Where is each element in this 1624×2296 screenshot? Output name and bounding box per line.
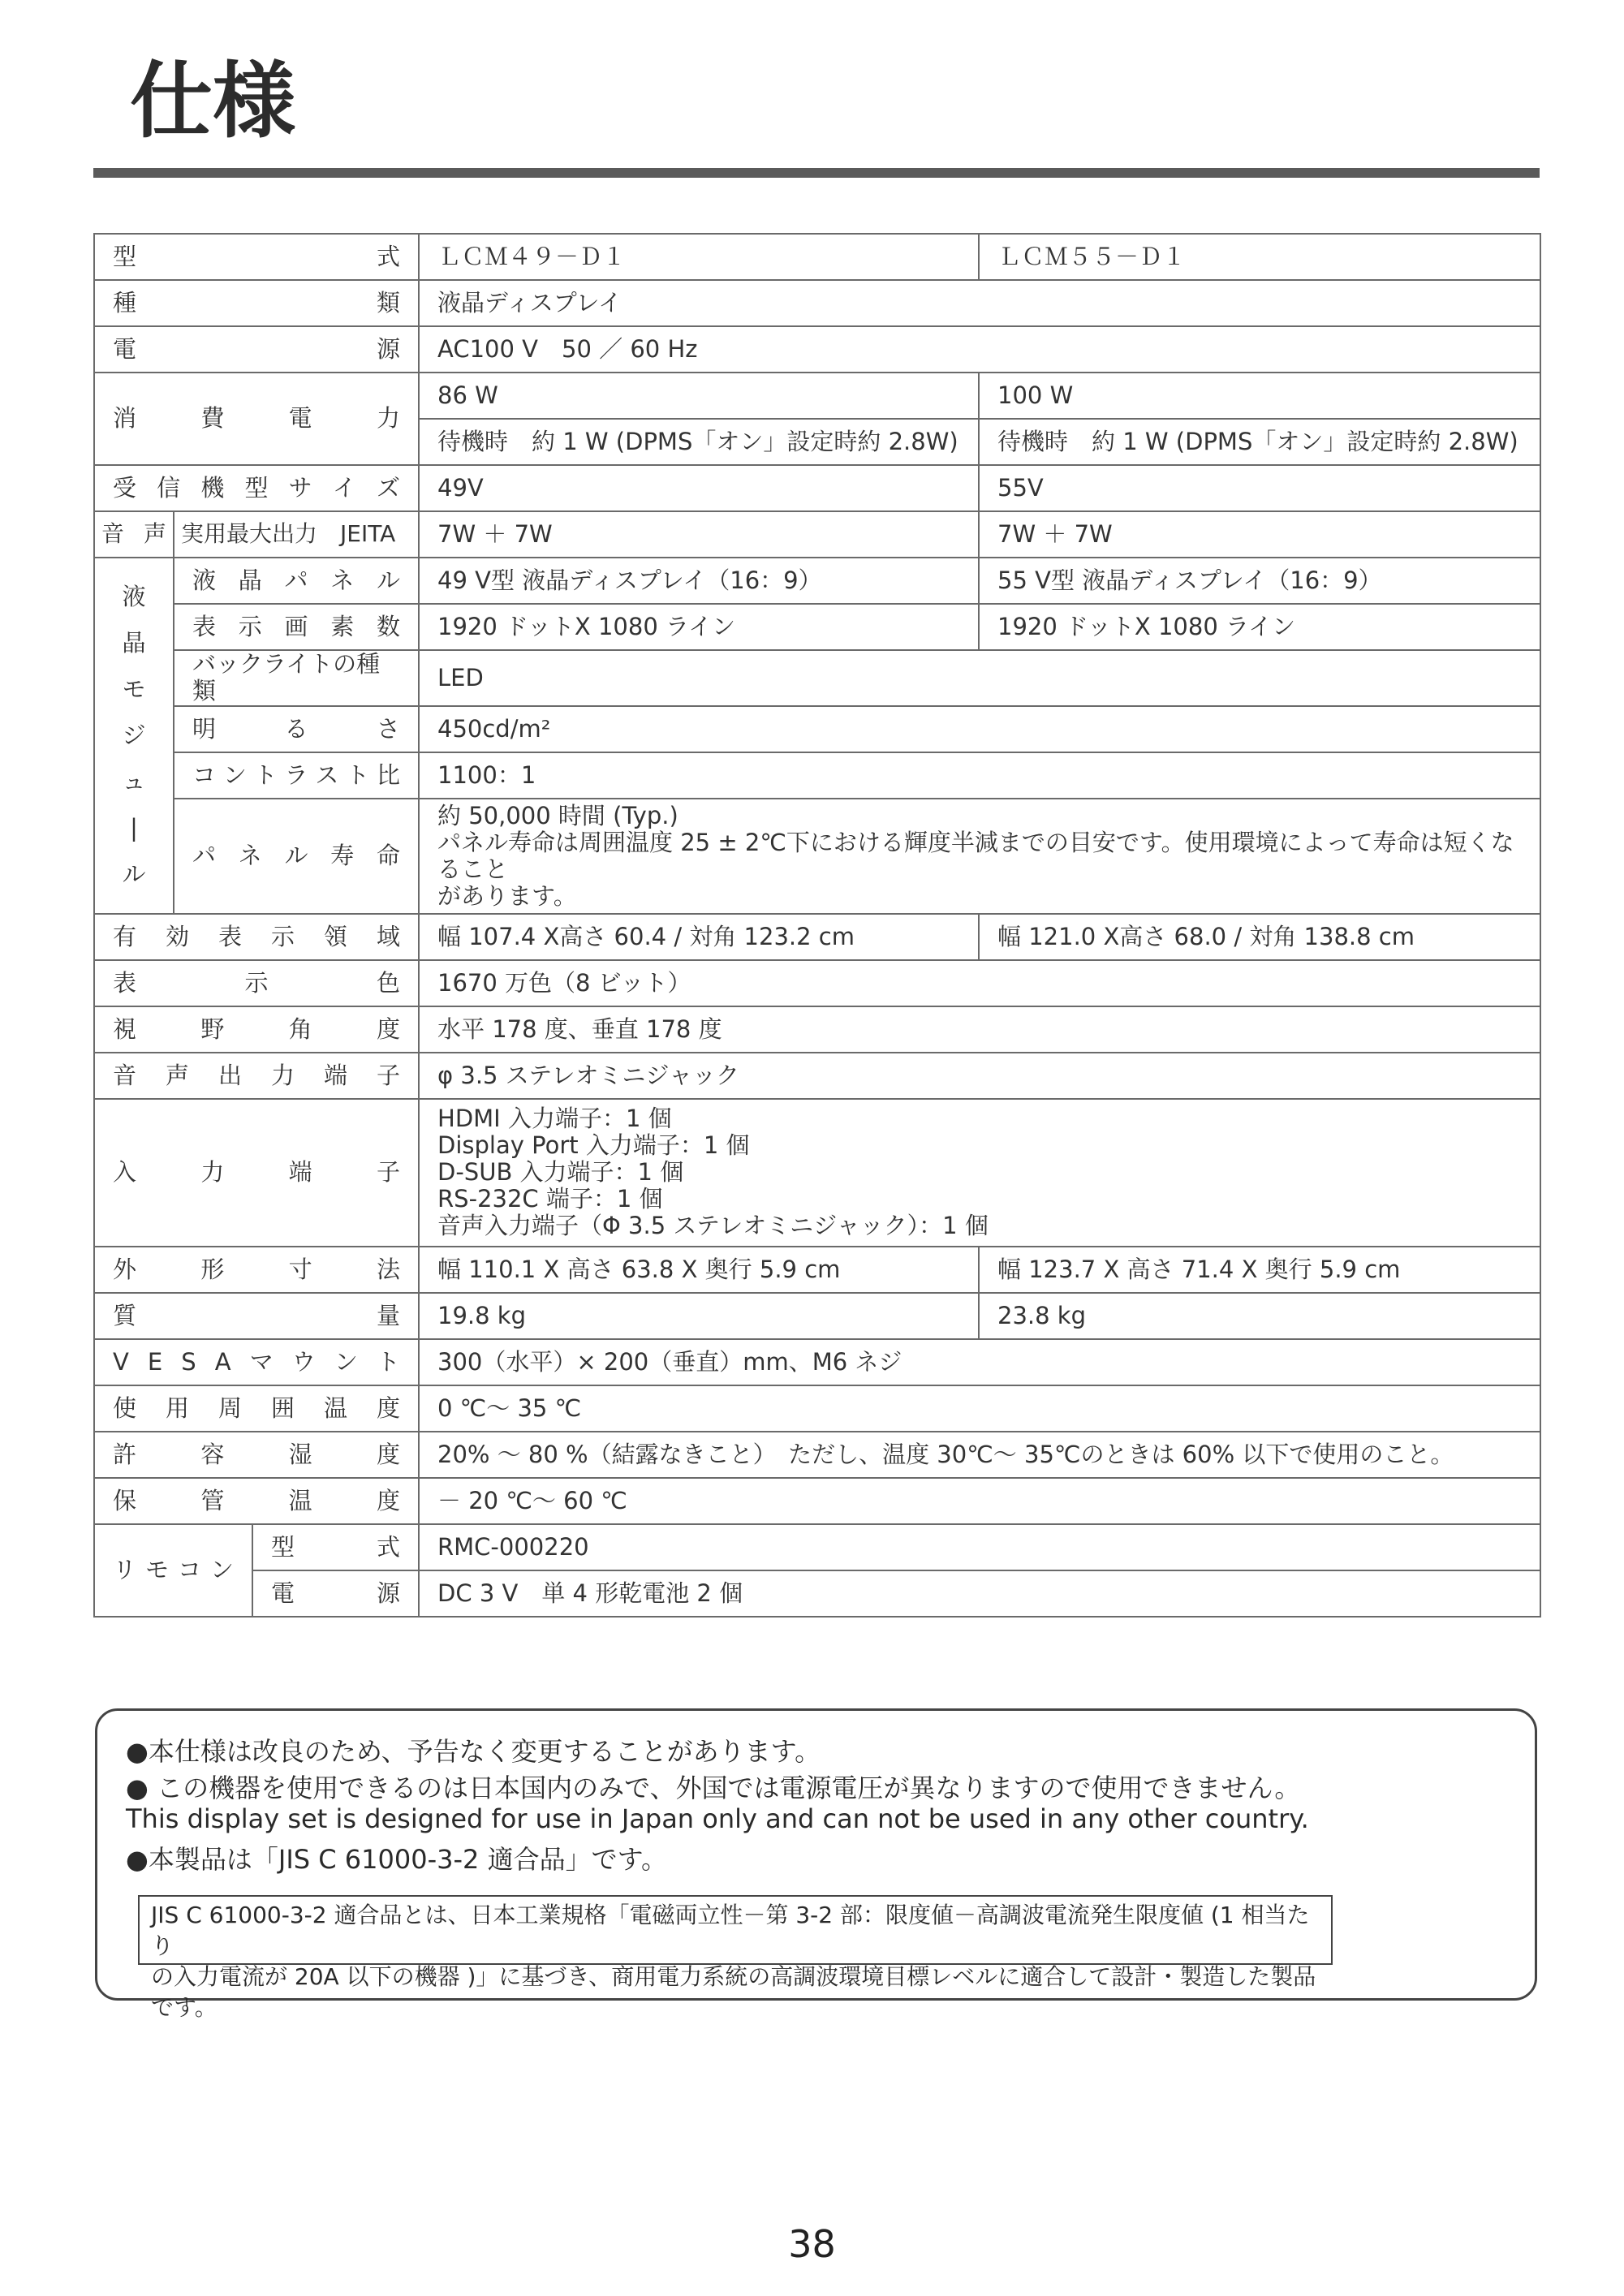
power-value: AC100 V 50 ／ 60 Hz: [419, 326, 1540, 373]
label-char: 力: [200, 1158, 225, 1187]
label-char: V: [113, 1347, 129, 1376]
label-char: リ: [113, 1556, 137, 1584]
label-char: 式: [377, 1532, 401, 1561]
label-char: 電: [271, 1579, 295, 1607]
label-text: [271, 1534, 400, 1561]
label-char: 寿: [330, 842, 355, 870]
backlight-value: LED: [419, 650, 1540, 706]
label-char: 命: [377, 842, 401, 870]
size-b: 55V: [979, 465, 1540, 511]
lifetime-line: パネル寿命は周囲温度 25 ± 2℃下における輝度半減までの目安です。使用環境によって寿命は短くなること: [437, 828, 1514, 883]
viewing-value: 水平 178 度、垂直 178 度: [419, 1006, 1540, 1053]
label-char: モ: [144, 1556, 169, 1584]
row-label-consumption: [94, 373, 419, 465]
pixels-b: 1920 ドットX 1080 ライン: [979, 604, 1540, 650]
label-char: 子: [376, 1158, 400, 1187]
row-label-model: [94, 234, 419, 280]
label-text: [192, 842, 400, 869]
label-char: 度: [377, 1394, 401, 1422]
dims-a: 幅 110.1 X 高さ 63.8 X 奥行 5.9 cm: [419, 1247, 979, 1293]
consumption-b: 100 W: [979, 373, 1540, 419]
weight-a: 19.8 kg: [419, 1293, 979, 1339]
label-char: ン: [334, 1347, 358, 1376]
label-char: 子: [377, 1061, 401, 1089]
label-char: 数: [377, 612, 401, 640]
audio-out-value: φ 3.5 ステレオミニジャック: [419, 1053, 1540, 1099]
title-rule: [93, 168, 1540, 178]
label-char: ル: [284, 842, 308, 870]
row-label-pixels: [174, 604, 419, 650]
input-list: [419, 1099, 1540, 1247]
label-char: ト: [253, 760, 278, 789]
label-char: 力: [376, 404, 400, 433]
remote-model-value: RMC-000220: [419, 1524, 1540, 1570]
label-char: さ: [377, 714, 401, 743]
label-char: 度: [376, 1014, 400, 1043]
label-char: モ: [122, 674, 146, 703]
label-char: 型: [271, 1532, 295, 1561]
storage-value: － 20 ℃～ 60 ℃: [419, 1478, 1540, 1524]
label-char: 晶: [122, 628, 146, 657]
page-title: 仕様: [130, 54, 295, 150]
label-char: パ: [192, 842, 217, 870]
label-char: 入: [113, 1158, 137, 1187]
row-label-humidity: [94, 1432, 419, 1478]
weight-b: 23.8 kg: [979, 1293, 1540, 1339]
label-char: 音: [113, 1061, 137, 1089]
label-char: 明: [192, 714, 217, 743]
label-text: [113, 1349, 400, 1376]
label-char: 液: [192, 566, 217, 594]
label-text: [192, 716, 400, 743]
row-label-audio: [94, 511, 174, 558]
label-char: 画: [284, 612, 308, 640]
label-char: 使: [113, 1394, 137, 1422]
label-char: 表: [218, 922, 243, 950]
label-char: ュ: [122, 767, 146, 795]
dims-b: 幅 123.7 X 高さ 71.4 X 奥行 5.9 cm: [979, 1247, 1540, 1293]
row-label-contrast: [174, 752, 419, 799]
label-char: 野: [200, 1014, 225, 1043]
label-char: 効: [166, 922, 190, 950]
label-char: 示: [244, 968, 269, 997]
label-char: 声: [143, 520, 166, 548]
label-char: 許: [113, 1440, 137, 1468]
label-char: 音: [101, 520, 125, 548]
label-char: A: [214, 1347, 231, 1376]
label-char: 消: [113, 404, 137, 433]
label-char: 法: [376, 1255, 400, 1283]
row-label-lcd-module: [94, 558, 174, 914]
row-label-kind: [94, 280, 419, 326]
label-char: ネ: [238, 842, 262, 870]
label-char: ズ: [376, 473, 400, 502]
row-label-vesa: [94, 1339, 419, 1385]
label-char: マ: [249, 1347, 274, 1376]
row-label-brightness: [174, 706, 419, 752]
consumption-a: 86 W: [419, 373, 979, 419]
area-a: 幅 107.4 X高さ 60.4 / 対角 123.2 cm: [419, 914, 979, 960]
panel-b: 55 V型 液晶ディスプレイ（16：9）: [979, 558, 1540, 604]
label-char: 角: [288, 1014, 312, 1043]
label-char: 端: [288, 1158, 312, 1187]
note-line: ●本製品は「JIS C 61000-3-2 適合品」です。: [126, 1844, 668, 1875]
jis-note-box: [138, 1895, 1333, 2021]
label-text: [113, 1557, 234, 1583]
row-label-power: [94, 326, 419, 373]
input-item: 音声入力端子（Φ 3.5 ステレオミニジャック）：1 個: [437, 1212, 989, 1240]
lifetime-line: があります。: [437, 881, 577, 910]
label-char: 液: [122, 582, 146, 610]
kind-value: 液晶ディスプレイ: [419, 280, 1540, 326]
label-char: 量: [377, 1301, 401, 1329]
label-char: ト: [376, 1347, 400, 1376]
audio-a: 7W ＋ 7W: [419, 511, 979, 558]
lifetime-value: [419, 799, 1540, 914]
row-label-remote-power: [252, 1570, 419, 1617]
label-text: [113, 1062, 400, 1089]
row-label-ambient: [94, 1385, 419, 1432]
label-char: パ: [284, 566, 308, 594]
label-char: 機: [200, 473, 225, 502]
label-char: ン: [209, 1556, 234, 1584]
row-label-area: [94, 914, 419, 960]
label-char: S: [181, 1347, 196, 1376]
label-char: ネ: [330, 566, 355, 594]
label-char: イ: [332, 473, 356, 502]
label-char: 度: [376, 1440, 400, 1468]
label-text: [113, 1256, 400, 1283]
label-char: 源: [377, 1579, 401, 1607]
label-char: 領: [324, 922, 348, 950]
row-label-remote: [94, 1524, 252, 1617]
label-text: [113, 1159, 400, 1186]
row-label-colors: [94, 960, 419, 1006]
label-char: ル: [377, 566, 401, 594]
label-text: [113, 1441, 400, 1468]
label-char: 域: [377, 922, 401, 950]
label-char: 示: [271, 922, 295, 950]
label-char: 比: [376, 760, 400, 789]
label-char: 表: [113, 968, 137, 997]
label-char: 式: [377, 242, 401, 270]
colors-value: 1670 万色（8 ビット）: [419, 960, 1540, 1006]
label-char: 視: [113, 1014, 137, 1043]
label-char: 色: [377, 968, 401, 997]
row-label-lifetime: [174, 799, 419, 914]
row-label-audio-out: [94, 1053, 419, 1099]
note-line: ● この機器を使用できるのは日本国内のみで、外国では電源電圧が異なりますので使用できません。: [126, 1773, 1301, 1803]
label-char: 用: [166, 1394, 190, 1422]
label-char: ト: [346, 760, 370, 789]
label-text: [192, 614, 400, 640]
label-text: [113, 1016, 400, 1043]
input-item: RS-232C 端子：1 個: [437, 1185, 663, 1213]
label-char: 温: [288, 1486, 312, 1514]
label-char: ラ: [284, 760, 308, 789]
note-line: This display set is designed for use in Japan only and can not be used in any other country.: [126, 1803, 1309, 1834]
label-text: [113, 405, 400, 432]
label-char: 質: [113, 1301, 137, 1329]
audio-b: 7W ＋ 7W: [979, 511, 1540, 558]
label-char: 有: [113, 922, 137, 950]
lifetime-line: 約 50,000 時間 (Typ.): [437, 801, 678, 829]
label-char: 類: [377, 288, 401, 317]
size-a: 49V: [419, 465, 979, 511]
label-char: コ: [177, 1556, 201, 1584]
label-text: [101, 521, 166, 547]
label-char: 示: [238, 612, 262, 640]
standby-b: 待機時 約 1 W (DPMS「オン」設定時約 2.8W): [979, 419, 1540, 465]
label-char: 保: [113, 1486, 137, 1514]
row-label-panel: [174, 558, 419, 604]
input-item: Display Port 入力端子：1 個: [437, 1131, 750, 1160]
label-char: コ: [192, 760, 217, 789]
label-char: 種: [113, 288, 137, 317]
label-char: 声: [166, 1061, 190, 1089]
humidity-value: 20% ～ 80 %（結露なきこと） ただし、温度 30℃～ 35℃のときは 60% 以下で使用のこと。: [419, 1432, 1540, 1478]
label-text: [113, 970, 400, 997]
note-line: ●本仕様は改良のため、予告なく変更することがあります。: [126, 1736, 821, 1767]
model-b: ＬＣＭ５５－Ｄ１: [979, 234, 1540, 280]
row-label-size: [94, 465, 419, 511]
page-number: 38: [788, 2222, 836, 2266]
row-label-storage: [94, 1478, 419, 1524]
label-char: 端: [324, 1061, 348, 1089]
label-char: 度: [376, 1486, 400, 1514]
row-label-backlight: バックライトの種類: [174, 650, 419, 706]
ambient-value: 0 ℃～ 35 ℃: [419, 1385, 1540, 1432]
label-char: 形: [200, 1255, 225, 1283]
label-text: [192, 762, 400, 789]
vertical-label-text: [95, 574, 173, 898]
pixels-a: 1920 ドットX 1080 ライン: [419, 604, 979, 650]
brightness-value: 450cd/m²: [419, 706, 1540, 752]
row-label-audio-sub: 実用最大出力 JEITA: [174, 511, 419, 558]
jis-note-line: の入力電流が 20A 以下の機器 )」に基づき、商用電力系統の高調波環境目標レベルに適合して設計・製造した製品です。: [151, 1963, 1316, 2021]
label-char: 温: [324, 1394, 348, 1422]
label-char: ス: [315, 760, 339, 789]
model-a: ＬＣＭ４９－Ｄ１: [419, 234, 979, 280]
contrast-value: 1100：1: [419, 752, 1540, 799]
label-text: [271, 1580, 400, 1607]
label-char: 源: [377, 334, 401, 363]
label-char: 電: [113, 334, 137, 363]
label-char: ル: [122, 859, 146, 888]
label-char: 信: [157, 473, 181, 502]
label-char: 出: [218, 1061, 243, 1089]
label-char: 容: [200, 1440, 225, 1468]
input-item: HDMI 入力端子：1 個: [437, 1105, 672, 1133]
jis-note-line: JIS C 61000-3-2 適合品とは、日本工業規格「電磁両立性－第 3-2 部：限度値－高調波電流発生限度値 (1 相当たり: [151, 1902, 1310, 1959]
label-char: 囲: [271, 1394, 295, 1422]
label-text: [113, 243, 400, 270]
panel-a: 49 V型 液晶ディスプレイ（16：9）: [419, 558, 979, 604]
label-char: ン: [222, 760, 247, 789]
spec-table: [93, 233, 1541, 1618]
label-text: [192, 567, 400, 594]
remote-power-value: DC 3 V 単 4 形乾電池 2 個: [419, 1570, 1540, 1617]
label-char: 力: [271, 1061, 295, 1089]
label-char: 周: [218, 1394, 243, 1422]
vesa-value: 300（水平）× 200（垂直）mm、M6 ネジ: [419, 1339, 1540, 1385]
label-char: 素: [330, 612, 355, 640]
label-char: 表: [192, 612, 217, 640]
label-char: 寸: [288, 1255, 312, 1283]
label-text: [113, 336, 400, 363]
label-text: [113, 1395, 400, 1422]
label-text: [113, 290, 400, 317]
label-char: 型: [113, 242, 137, 270]
standby-a: 待機時 約 1 W (DPMS「オン」設定時約 2.8W): [419, 419, 979, 465]
label-text: [113, 475, 400, 502]
label-text: [113, 1488, 400, 1514]
label-char: 湿: [288, 1440, 312, 1468]
label-char: ジ: [122, 721, 146, 749]
label-char: る: [284, 714, 308, 743]
area-b: 幅 121.0 X高さ 68.0 / 対角 138.8 cm: [979, 914, 1540, 960]
label-char: 電: [288, 404, 312, 433]
label-char: 外: [113, 1255, 137, 1283]
label-char: サ: [288, 473, 312, 502]
label-char: 管: [200, 1486, 225, 1514]
row-label-weight: [94, 1293, 419, 1339]
label-char: 受: [113, 473, 137, 502]
row-label-dims: [94, 1247, 419, 1293]
row-label-viewing: [94, 1006, 419, 1053]
label-char: |: [130, 813, 138, 842]
label-char: 晶: [238, 566, 262, 594]
label-char: E: [147, 1347, 163, 1376]
label-char: 型: [244, 473, 269, 502]
label-text: [113, 1303, 400, 1329]
input-item: D-SUB 入力端子：1 個: [437, 1158, 684, 1187]
row-label-remote-model: [252, 1524, 419, 1570]
label-char: 費: [200, 404, 225, 433]
label-char: ウ: [291, 1347, 316, 1376]
row-label-input: [94, 1099, 419, 1247]
label-text: [113, 924, 400, 950]
